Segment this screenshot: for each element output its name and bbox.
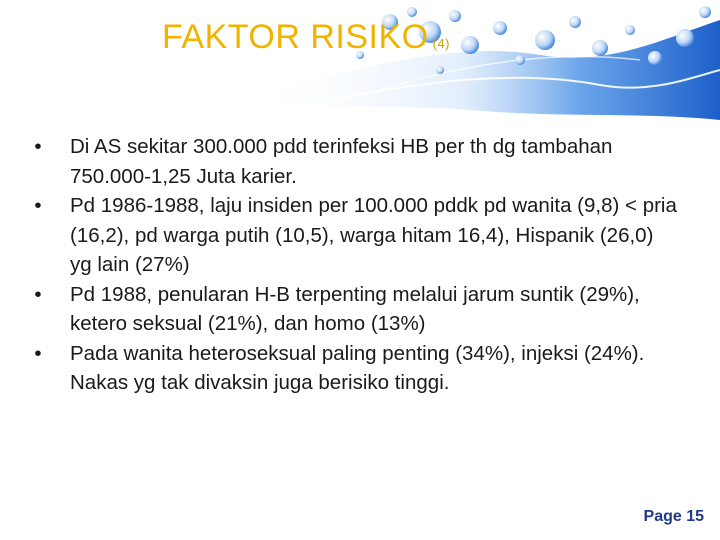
bullet-dot: • bbox=[34, 135, 42, 158]
bullet-list bbox=[28, 132, 678, 398]
bullet-text: Pd 1986-1988, laju insiden per 100.000 pddk pd wanita (9,8) < pria (16,2), pd warga putih (10,5), warga hitam 16,4), Hispanik (26,0) yg lain (27%) bbox=[70, 194, 677, 276]
bullet-item bbox=[28, 132, 678, 191]
title-text: FAKTOR RISIKO bbox=[162, 18, 429, 56]
bullet-dot: • bbox=[34, 282, 42, 306]
title-suffix: (4) bbox=[432, 36, 450, 51]
bullet-text: Pada wanita heteroseksual paling penting (34%), injeksi (24%). Nakas yg tak divaksin juga berisiko tinggi. bbox=[70, 341, 645, 394]
page-number: Page 15 bbox=[643, 508, 704, 525]
bullet-item bbox=[28, 339, 678, 398]
bullet-dot: • bbox=[34, 194, 42, 217]
bullet-item bbox=[28, 280, 678, 339]
slide-title bbox=[162, 18, 450, 57]
bullet-dot: • bbox=[34, 341, 42, 365]
bullet-text: Di AS sekitar 300.000 pdd terinfeksi HB per th dg tambahan 750.000-1,25 Juta karier. bbox=[70, 135, 613, 188]
bullet-item bbox=[28, 191, 678, 280]
bullet-text: Pd 1988, penularan H-B terpenting melalui jarum suntik (29%), ketero seksual (21%), dan homo (13%) bbox=[70, 282, 640, 335]
